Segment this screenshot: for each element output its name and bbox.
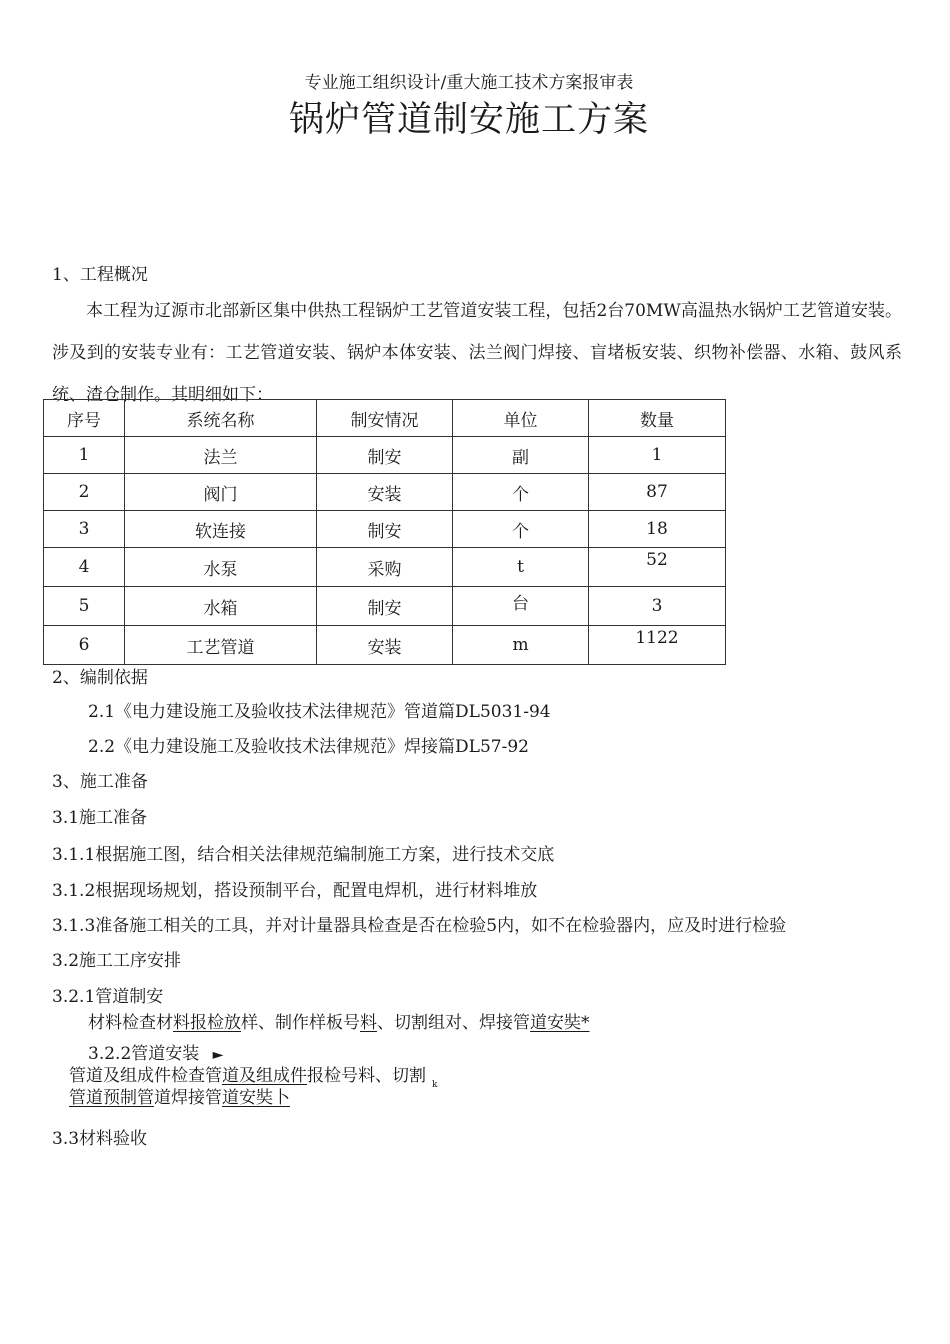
prep-item: 3.1.1根据施工图，结合相关法律规范编制施工方案，进行技术交底 — [52, 845, 555, 865]
subsection-label: 3.2.2管道安装 — [88, 1044, 200, 1064]
table-header-cell: 序号 — [44, 400, 125, 437]
flow-text: 管道及组成件检查管 — [69, 1066, 222, 1086]
table-cell-status: 安装 — [317, 626, 453, 665]
table-cell-unit: 个 — [453, 474, 589, 511]
table-cell-no: 3 — [44, 511, 125, 548]
subsection-heading: 3.1施工准备 — [52, 808, 148, 828]
table-header-cell: 单位 — [453, 400, 589, 437]
flow-text-underlined: 道安奘卜 — [222, 1088, 290, 1108]
table-cell-unit: t — [453, 548, 589, 587]
basis-item: 2.1《电力建设施工及验收技术法律规范》管道篇DL5031-94 — [88, 702, 551, 722]
flow-text-underlined: 料报检放 — [173, 1013, 241, 1033]
table-cell-system: 阀门 — [125, 474, 317, 511]
table-cell-status: 制安 — [317, 437, 453, 474]
table-header-row — [44, 400, 726, 437]
equipment-table — [43, 399, 726, 665]
table-header-cell: 制安情况 — [317, 400, 453, 437]
table-cell-system: 工艺管道 — [125, 626, 317, 665]
table-row — [44, 587, 726, 626]
table-cell-unit: m — [453, 626, 589, 665]
subsection-heading: 3.2施工工序安排 — [52, 951, 182, 971]
table-cell-status: 制安 — [317, 511, 453, 548]
section-heading-overview: 1、工程概况 — [52, 265, 148, 285]
table-cell-status: 安装 — [317, 474, 453, 511]
prep-item: 3.1.3准备施工相关的工具，并对计量器具检查是否在检验5内，如不在检验器内，应及时进行检验 — [52, 916, 787, 936]
flow-text-underlined: 管道预制管 — [69, 1088, 154, 1108]
table-cell-no: 2 — [44, 474, 125, 511]
table-cell-status: 制安 — [317, 587, 453, 626]
table-cell-no: 6 — [44, 626, 125, 665]
table-cell-unit: 副 — [453, 437, 589, 474]
flow-text-underlined: 料 — [360, 1013, 377, 1033]
document-title: 锅炉管道制安施工方案 — [288, 100, 649, 140]
table-cell-no: 1 — [44, 437, 125, 474]
table-cell-system: 软连接 — [125, 511, 317, 548]
table-header-cell: 数量 — [589, 400, 726, 437]
flow-text: 样、制作样板号 — [241, 1013, 360, 1033]
section-heading-basis: 2、编制依据 — [52, 668, 148, 688]
flow-text: 材料检查材 — [88, 1013, 173, 1033]
table-row — [44, 548, 726, 587]
arrow-right-icon: ► — [212, 1047, 224, 1063]
flow-text-underlined: 道安奘* — [530, 1013, 590, 1033]
table-row — [44, 511, 726, 548]
table-cell-qty: 1 — [589, 437, 726, 474]
table-cell-qty: 1122 — [589, 626, 726, 665]
table-row — [44, 474, 726, 511]
flow-text: 报检号料、切割 — [307, 1066, 426, 1086]
prep-item: 3.1.2根据现场规划，搭设预制平台，配置电焊机，进行材料堆放 — [52, 881, 538, 901]
process-flow-fabrication — [88, 1008, 590, 1033]
table-row — [44, 437, 726, 474]
subsection-heading: 3.3材料验收 — [52, 1129, 148, 1149]
table-cell-no: 4 — [44, 548, 125, 587]
table-cell-qty: 18 — [589, 511, 726, 548]
table-cell-qty: 87 — [589, 474, 726, 511]
table-cell-system: 法兰 — [125, 437, 317, 474]
flow-text: 、切割组对、焊接管 — [377, 1013, 530, 1033]
table-cell-system: 水箱 — [125, 587, 317, 626]
table-cell-status: 采购 — [317, 548, 453, 587]
section-heading-prep: 3、施工准备 — [52, 772, 148, 792]
table-header-cell: 系统名称 — [125, 400, 317, 437]
table-cell-unit: 台 — [453, 587, 589, 626]
table-cell-qty: 52 — [589, 548, 726, 587]
table-row — [44, 626, 726, 665]
form-subtitle: 专业施工组织设计/重大施工技术方案报审表 — [304, 73, 634, 93]
table-cell-system: 水泵 — [125, 548, 317, 587]
overview-paragraph: 本工程为辽源市北部新区集中供热工程锅炉工艺管道安装工程，包括2台70MW高温热水锅炉工艺管道安装。涉及到的安装专业有：工艺管道安装、锅炉本体安装、法兰阀门焊接、盲堵板安装、织物补偿器、水箱、鼓风系统、渣仓制作。其明细如下： — [52, 301, 902, 405]
flow-text-underlined: 道及组成件 — [222, 1066, 307, 1086]
flow-text: 道焊接管 — [154, 1088, 222, 1108]
process-flow-prefab — [69, 1083, 290, 1108]
subsection-heading: 3.2.1管道制安 — [52, 987, 164, 1007]
table-cell-qty: 3 — [589, 587, 726, 626]
basis-item: 2.2《电力建设施工及验收技术法律规范》焊接篇DL57-92 — [88, 737, 529, 757]
table-cell-no: 5 — [44, 587, 125, 626]
flow-mark: k — [432, 1080, 438, 1090]
table-cell-unit: 个 — [453, 511, 589, 548]
